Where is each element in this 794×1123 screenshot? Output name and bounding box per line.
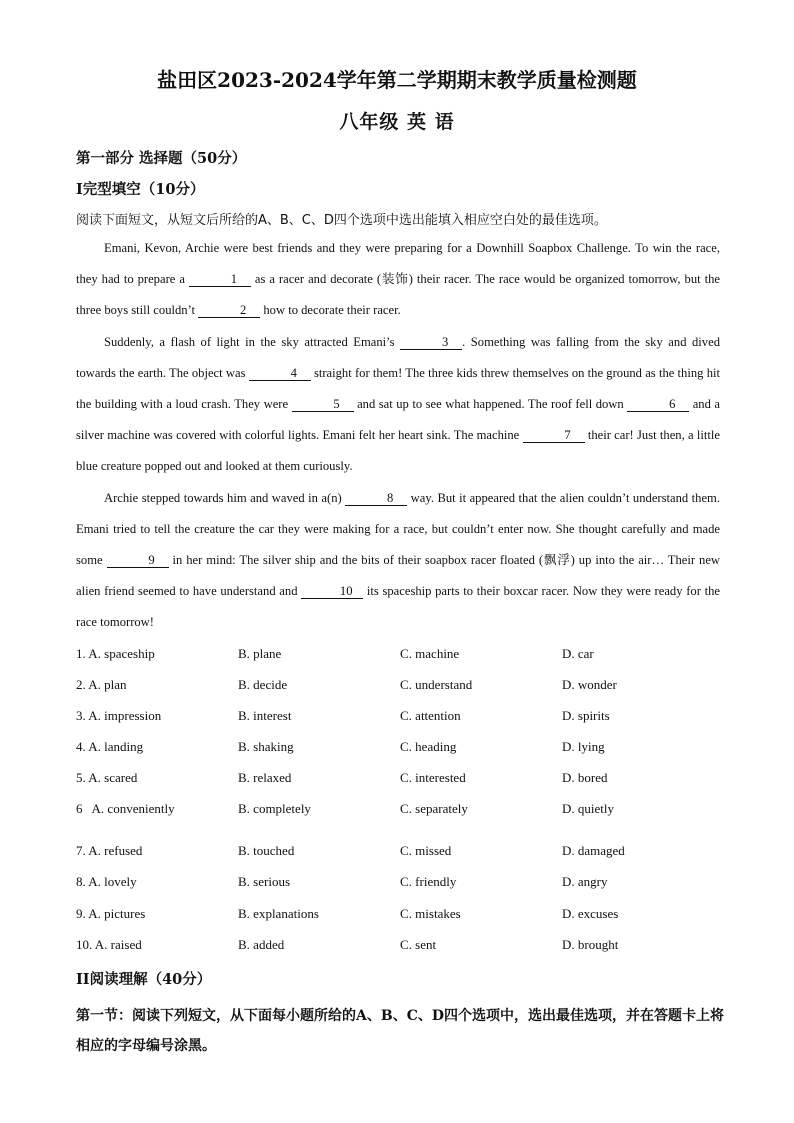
option-row — [76, 646, 736, 666]
option-d: D. brought — [562, 937, 619, 952]
option-a: 3. A. impression — [76, 708, 162, 723]
option-c: C. missed — [400, 843, 452, 858]
option-d: D. car — [562, 646, 594, 661]
option-b: B. touched — [238, 843, 295, 858]
option-a: 7. A. refused — [76, 843, 143, 858]
option-d: D. excuses — [562, 906, 619, 921]
option-c: C. understand — [400, 677, 473, 692]
option-row — [76, 937, 736, 957]
option-b: B. explanations — [238, 906, 319, 921]
passage-text: and a silver machine was covered with colorful lights. Emani felt her heart sink. The machine — [76, 397, 720, 443]
exam-subtitle: 八年级 英 语 — [339, 111, 455, 133]
option-d: D. quietly — [562, 801, 614, 816]
passage-text: their car! Just then, a little blue creature popped out and looked at them curiously. — [76, 428, 720, 474]
option-d: D. spirits — [562, 708, 610, 723]
option-c: C. heading — [400, 739, 457, 754]
reading-section-heading: II阅读理解（40分） — [76, 971, 212, 988]
option-row — [76, 801, 736, 821]
option-a: 1. A. spaceship — [76, 646, 155, 661]
option-row — [76, 677, 736, 697]
blank-6: 6 — [627, 397, 689, 412]
option-b: B. added — [238, 937, 285, 952]
passage-text: Emani, Kevon, Archie were best friends and they were preparing for a Downhill Soapbox Challenge. To win the race, they had to prepare a — [76, 241, 720, 287]
option-b: B. shaking — [238, 739, 294, 754]
option-c: C. sent — [400, 937, 437, 952]
option-c: C. mistakes — [400, 906, 461, 921]
passage-text: straight for them! The three kids threw themselves on the ground as the thing hit the building with a loud crash. They were — [76, 365, 720, 412]
option-a: 8. A. lovely — [76, 874, 137, 889]
option-row — [76, 874, 736, 894]
blank-2: 2 — [198, 303, 260, 318]
option-a: 2. A. plan — [76, 677, 127, 692]
cloze-passage — [76, 233, 720, 639]
option-b: B. decide — [238, 677, 288, 692]
option-a: 10. A. raised — [76, 937, 142, 952]
passage-text: and sat up to see what happened. The roof fell down — [353, 397, 628, 412]
blank-5: 5 — [292, 397, 354, 412]
option-c: C. machine — [400, 646, 460, 661]
passage-text: in her mind: The silver ship and the bits of their soapbox racer floated (飘浮) up into the air… Their new alien friend seemed to have understand and — [76, 553, 721, 599]
exam-title: 盐田区2023-2024学年第二学期期末教学质量检测题 — [157, 68, 637, 92]
option-b: B. completely — [238, 801, 311, 816]
passage-paragraph-3 — [76, 483, 720, 639]
option-row — [76, 906, 736, 926]
passage-text: Archie stepped towards him and waved in a(n) — [104, 490, 346, 505]
option-row — [76, 708, 736, 728]
option-a: 9. A. pictures — [76, 906, 146, 921]
blank-7: 7 — [523, 428, 585, 443]
passage-text: how to decorate their racer. — [260, 303, 401, 318]
blank-3: 3 — [400, 335, 462, 350]
cloze-section-heading: I完型填空（10分） — [76, 181, 205, 198]
option-b: B. interest — [238, 708, 292, 723]
passage-text: . Something was falling from the sky and dived towards the earth. The object was — [76, 334, 720, 380]
option-b: B. relaxed — [238, 770, 292, 785]
passage-text: way. But it appeared that the alien couldn’t understand them. Emani tried to tell the creature the car they were making for a race, but couldn’t enter now. She thought carefully and made some — [76, 490, 720, 568]
passage-text: Suddenly, a flash of light in the sky attracted Emani’s — [104, 334, 401, 349]
blank-4: 4 — [249, 366, 311, 381]
option-d: D. lying — [562, 739, 605, 754]
passage-paragraph-2 — [76, 327, 720, 483]
option-a: 4. A. landing — [76, 739, 144, 754]
option-d: D. angry — [562, 874, 608, 889]
option-c: C. friendly — [400, 874, 457, 889]
option-d: D. wonder — [562, 677, 617, 692]
option-b: B. plane — [238, 646, 282, 661]
passage-text: as a racer and decorate (装饰) their racer. The race would be organized tomorrow, but the three boys still couldn’t — [76, 272, 720, 318]
option-row — [76, 843, 736, 863]
reading-instruction: 第一节：阅读下列短文，从下面每小题所给的A、B、C、D四个选项中，选出最佳选项，并在答题卡上将相应的字母编号涂黑。 — [76, 1008, 724, 1054]
option-c: C. interested — [400, 770, 466, 785]
option-c: C. separately — [400, 801, 468, 816]
blank-1: 1 — [189, 272, 251, 287]
option-a: 5. A. scared — [76, 770, 138, 785]
option-b: B. serious — [238, 874, 290, 889]
blank-9: 9 — [107, 553, 169, 568]
passage-paragraph-1 — [76, 233, 720, 327]
option-row — [76, 739, 736, 759]
passage-text: its spaceship parts to their boxcar racer. Now they were ready for the race tomorrow! — [76, 584, 720, 630]
part-one-heading: 第一部分 选择题（50分） — [76, 150, 247, 167]
option-row — [76, 770, 736, 790]
option-a: 6 A. conveniently — [76, 801, 175, 816]
option-d: D. damaged — [562, 843, 625, 858]
cloze-instruction: 阅读下面短文，从短文后所给的A、B、C、D四个选项中选出能填入相应空白处的最佳选项。 — [76, 213, 607, 228]
blank-8: 8 — [345, 491, 407, 506]
blank-10: 10 — [301, 584, 363, 599]
option-c: C. attention — [400, 708, 461, 723]
option-d: D. bored — [562, 770, 608, 785]
